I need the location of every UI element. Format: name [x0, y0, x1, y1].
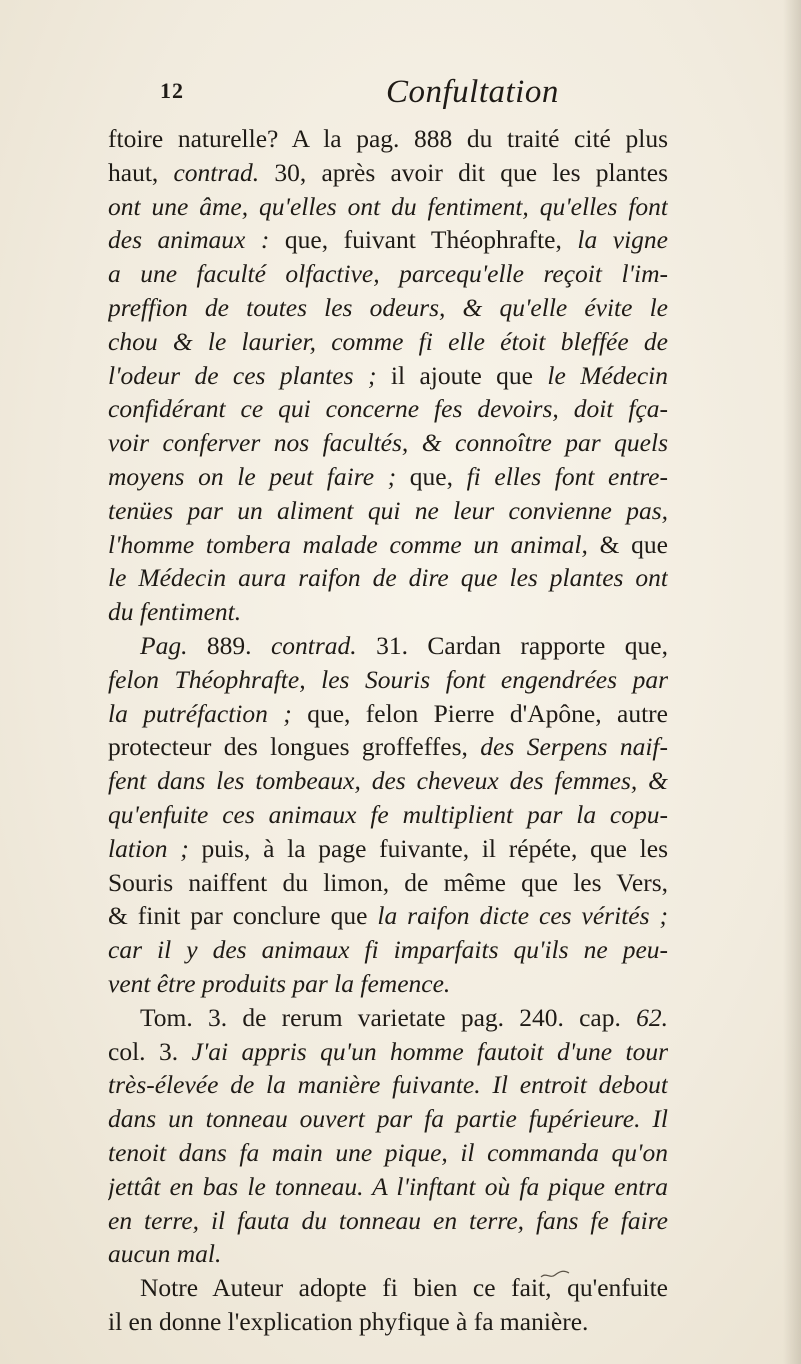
running-title: Confultation: [386, 74, 559, 110]
text-line: [108, 764, 668, 798]
italic-text: du fentiment.: [108, 597, 242, 627]
italic-text: des animaux :: [108, 225, 270, 255]
italic-text: J'ai appris qu'un homme fautoit d'une tour: [191, 1036, 668, 1066]
text-line: [108, 1068, 668, 1102]
text-line: [108, 460, 668, 494]
text-line: [108, 967, 668, 1001]
italic-text: le Médecin aura raifon de dire que les plantes ont: [108, 563, 668, 593]
italic-text: en terre, il fauta du tonneau en terre, fans fe faire: [108, 1205, 668, 1235]
italic-text: car il y des animaux fi imparfaits qu'ils ne peu-: [108, 935, 668, 965]
italic-text: jettât en bas le tonneau. A l'inftant où fa pique entra: [108, 1171, 668, 1201]
italic-text: contrad.: [173, 157, 260, 187]
text-line: [108, 325, 668, 359]
italic-text: ont une âme, qu'elles ont du fentiment, qu'elles font: [108, 191, 668, 221]
text-line: [108, 257, 668, 291]
text-line: [108, 392, 668, 426]
text-line: [108, 426, 668, 460]
roman-text: & que: [587, 529, 668, 559]
text-line: [108, 1001, 668, 1035]
text-line: [108, 1204, 668, 1238]
body-text: [108, 122, 668, 1339]
roman-text: 30, après avoir dit que les plantes: [259, 157, 668, 187]
roman-text: haut,: [108, 157, 174, 187]
text-line: [108, 629, 668, 663]
text-line: [108, 156, 668, 190]
text-line: [108, 899, 668, 933]
italic-text: moyens on le peut faire ;: [108, 461, 397, 491]
roman-text: il ajoute que: [376, 360, 548, 390]
text-line: [108, 1170, 668, 1204]
roman-text: il en donne l'explication phyfique à fa manière.: [108, 1306, 589, 1336]
text-line: [108, 1271, 668, 1305]
text-line: [108, 1035, 668, 1069]
italic-text: vent être produits par la femence.: [108, 968, 451, 998]
page-number: 12: [160, 78, 184, 103]
text-line: [108, 933, 668, 967]
text-line: [108, 663, 668, 697]
roman-text: ftoire naturelle? A la pag. 888 du traité cité plus: [108, 124, 668, 153]
text-line: [108, 291, 668, 325]
roman-text: protecteur des longues groffeffes,: [108, 732, 481, 762]
ink-mark: [540, 1268, 570, 1280]
text-line: [108, 494, 668, 528]
italic-text: 62.: [636, 1002, 668, 1032]
italic-text: lation ;: [108, 833, 189, 863]
roman-text: que, fuivant Théophrafte,: [269, 225, 578, 255]
roman-text: Souris naiffent du limon, de même que les Vers,: [108, 867, 668, 897]
italic-text: des Serpens naif-: [480, 732, 668, 762]
roman-text: Tom. 3. de rerum varietate pag. 240. cap.: [140, 1002, 637, 1032]
text-line: [108, 697, 668, 731]
italic-text: la putréfaction ;: [108, 698, 292, 728]
text-line: [108, 1305, 668, 1339]
italic-text: dans un tonneau ouvert par fa partie fupérieure. Il: [108, 1104, 668, 1134]
text-line: [108, 190, 668, 224]
text-line: [108, 798, 668, 832]
italic-text: fent dans les tombeaux, des cheveux des femmes, &: [108, 766, 668, 796]
roman-text: que,: [396, 461, 467, 491]
text-line: [108, 359, 668, 393]
roman-text: col. 3.: [108, 1036, 192, 1066]
italic-text: l'homme tombera malade comme un animal,: [108, 529, 588, 559]
italic-text: qu'enfuite ces animaux fe multiplient par la copu-: [108, 799, 668, 829]
text-line: [108, 122, 668, 156]
text-line: [108, 730, 668, 764]
italic-text: tenoit dans fa main une pique, il commanda qu'on: [108, 1137, 668, 1167]
text-line: [108, 528, 668, 562]
italic-text: chou & le laurier, comme fi elle étoit bleffée de: [108, 326, 668, 356]
roman-text: & finit par conclure que: [108, 901, 378, 931]
text-line: [108, 832, 668, 866]
roman-text: que, felon Pierre d'Apône, autre: [291, 698, 668, 728]
roman-text: 31. Cardan rapporte que,: [356, 630, 668, 660]
italic-text: a une faculté olfactive, parcequ'elle reçoit l'im-: [108, 259, 668, 289]
page-header: [160, 76, 660, 116]
text-line: [108, 1237, 668, 1271]
text-line: [108, 866, 668, 900]
text-line: [108, 561, 668, 595]
italic-text: confidérant ce qui concerne fes devoirs, doit fça-: [108, 394, 668, 424]
italic-text: preffion de toutes les odeurs, & qu'elle évite le: [108, 292, 668, 322]
italic-text: la vigne: [577, 225, 668, 255]
text-line: [108, 1136, 668, 1170]
italic-text: felon Théophrafte, les Souris font engendrées par: [108, 664, 668, 694]
italic-text: la raifon dicte ces vérités ;: [377, 901, 668, 931]
page-gutter-shadow: [783, 0, 801, 1364]
italic-text: le Médecin: [547, 360, 668, 390]
roman-text: 889.: [187, 630, 271, 660]
italic-text: fi elles font entre-: [466, 461, 668, 491]
italic-text: tenües par un aliment qui ne leur convienne pas,: [108, 495, 668, 525]
text-line: [108, 1102, 668, 1136]
text-line: [108, 595, 668, 629]
italic-text: voir conferver nos facultés, & connoître par quels: [108, 428, 668, 458]
italic-text: l'odeur de ces plantes ;: [108, 360, 377, 390]
italic-text: Pag.: [140, 630, 188, 660]
text-line: [108, 223, 668, 257]
italic-text: aucun mal.: [108, 1239, 222, 1269]
roman-text: Notre Auteur adopte fi bien ce fait, qu'enfuite: [140, 1273, 668, 1303]
italic-text: contrad.: [270, 630, 357, 660]
italic-text: très-élevée de la manière fuivante. Il entroit debout: [108, 1070, 668, 1100]
roman-text: puis, à la page fuivante, il répéte, que les: [188, 833, 668, 863]
